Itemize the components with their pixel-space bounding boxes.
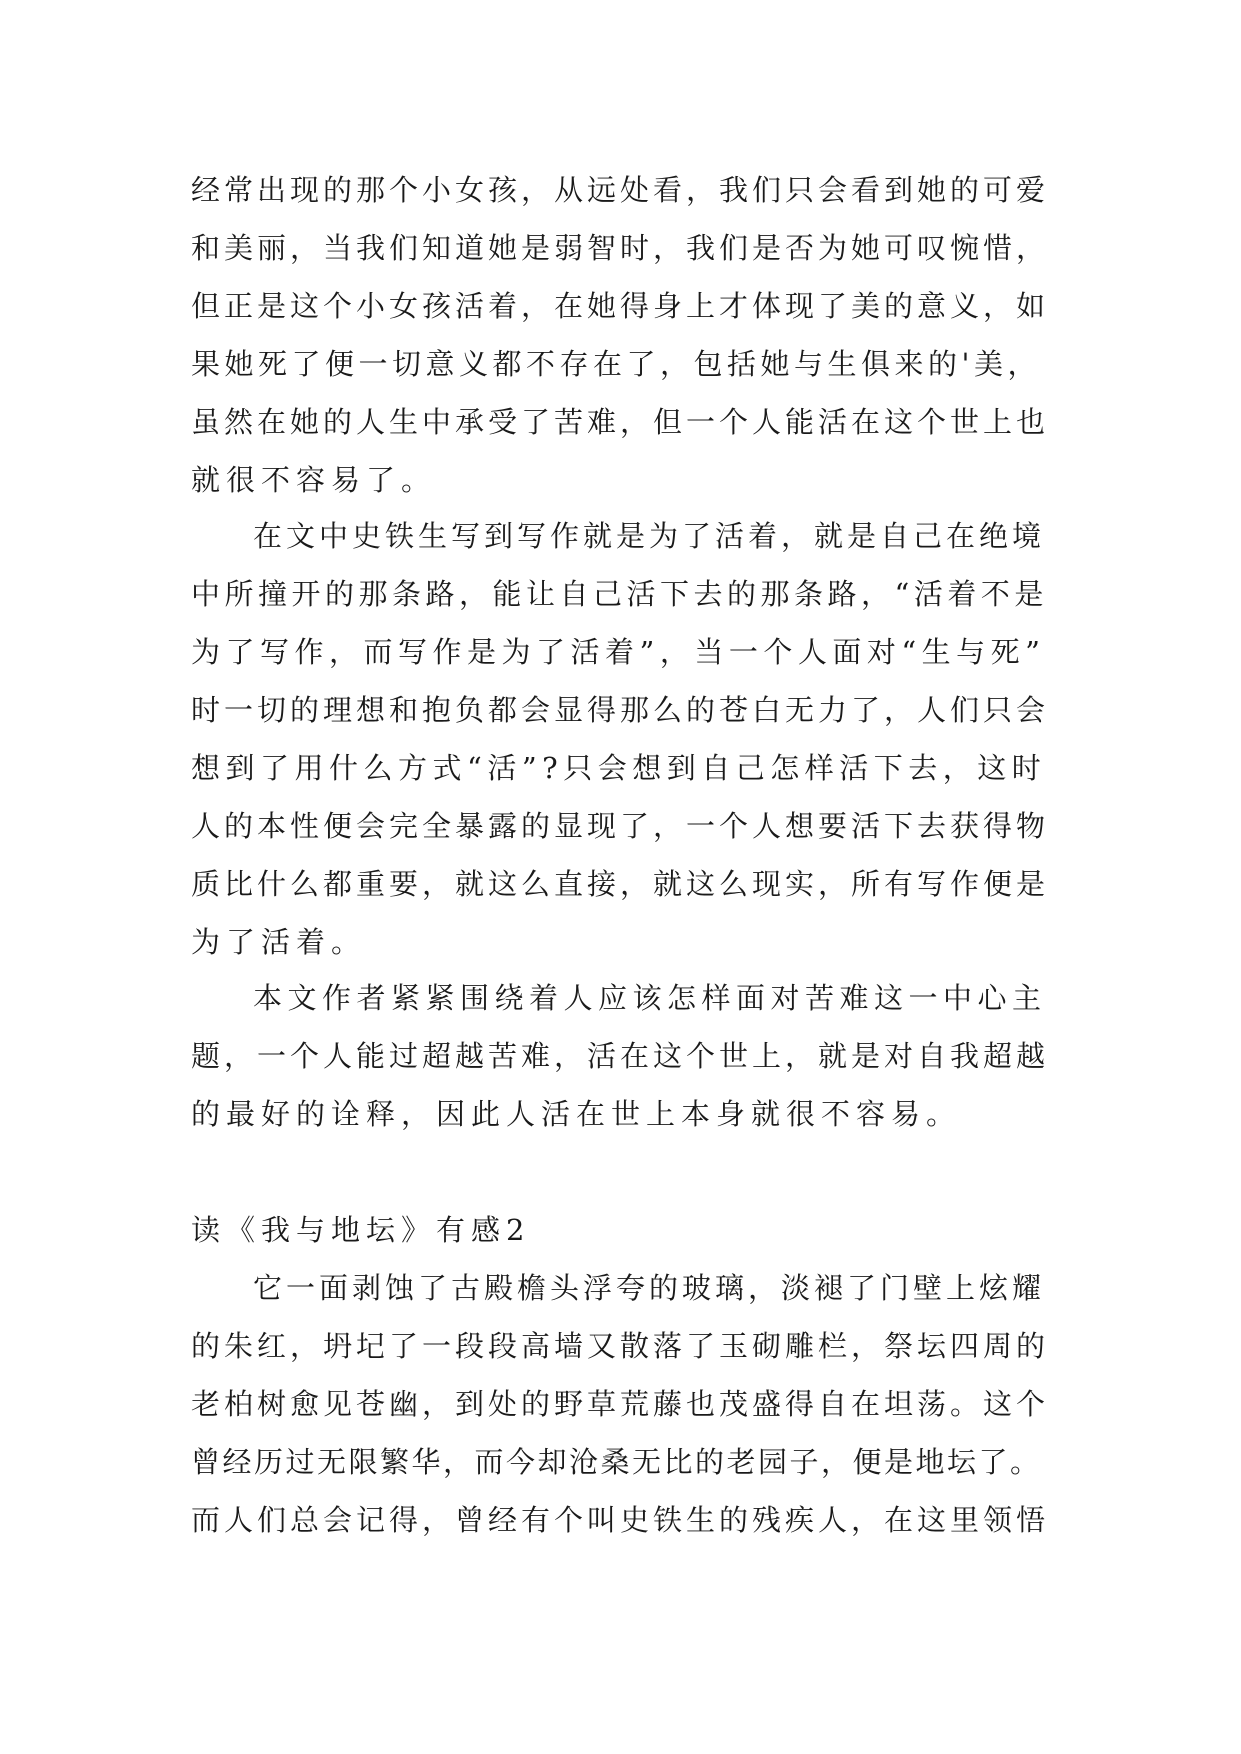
paragraph-4: [191, 1259, 1051, 1549]
text-line: 时一切的理想和抱负都会显得那么的苍白无力了，人们只会: [191, 693, 1050, 727]
paragraph-1: [191, 161, 1051, 509]
text-line: 它一面剥蚀了古殿檐头浮夸的玻璃，淡褪了门壁上炫耀: [253, 1271, 1046, 1305]
text-line: 就很不容易了。: [191, 463, 437, 497]
text-line: 中所撞开的那条路，能让自己活下去的那条路，“活着不是: [191, 577, 1048, 611]
text-line: 的朱红，坍圮了一段段高墙又散落了玉砌雕栏，祭坛四周的: [191, 1329, 1050, 1363]
text-line: 想到了用什么方式“活”?只会想到自己怎样活下去，这时: [191, 751, 1047, 785]
section-heading: [191, 1201, 1051, 1259]
paragraph-2: [191, 507, 1051, 971]
section-heading-text: 读《我与地坛》有感2: [191, 1213, 531, 1247]
text-line: 的最好的诠释，因此人活在世上本身就很不容易。: [191, 1097, 962, 1131]
text-line: 题，一个人能过超越苦难，活在这个世上，就是对自我超越: [191, 1039, 1050, 1073]
text-line: 本文作者紧紧围绕着人应该怎样面对苦难这一中心主: [253, 981, 1047, 1015]
text-line: 人的本性便会完全暴露的显现了，一个人想要活下去获得物: [191, 809, 1050, 843]
text-line: 为了活着。: [191, 925, 367, 959]
paragraph-3: [191, 969, 1051, 1143]
text-line: 老柏树愈见苍幽，到处的野草荒藤也茂盛得自在坦荡。这个: [191, 1387, 1050, 1421]
text-line: 质比什么都重要，就这么直接，就这么现实，所有写作便是: [191, 867, 1050, 901]
text-line: 经常出现的那个小女孩，从远处看，我们只会看到她的可爱: [191, 173, 1050, 207]
text-line: 虽然在她的人生中承受了苦难，但一个人能活在这个世上也: [191, 405, 1050, 439]
text-line: 在文中史铁生写到写作就是为了活着，就是自己在绝境: [253, 519, 1046, 553]
text-line: 和美丽，当我们知道她是弱智时，我们是否为她可叹惋惜，: [191, 231, 1050, 265]
text-line: 果她死了便一切意义都不存在了，包括她与生俱来的'美，: [191, 347, 1041, 381]
text-line: 为了写作，而写作是为了活着”，当一个人面对“生与死”: [191, 635, 1046, 669]
text-line: 但正是这个小女孩活着，在她得身上才体现了美的意义，如: [191, 289, 1050, 323]
text-line: 而人们总会记得，曾经有个叫史铁生的残疾人，在这里领悟: [191, 1503, 1050, 1537]
text-line: 曾经历过无限繁华，而今却沧桑无比的老园子，便是地坛了。: [191, 1445, 1042, 1479]
